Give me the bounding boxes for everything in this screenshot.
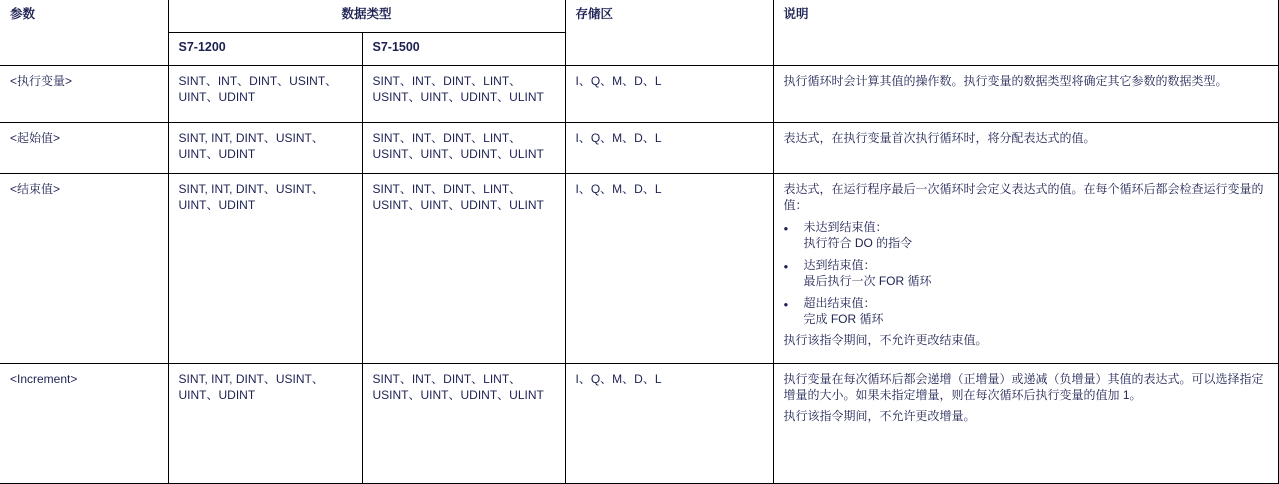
description-text: 表达式，在运行程序最后一次循环时会定义表达式的值。在每个循环后都会检查运行变量的值：: [783, 181, 1264, 212]
table-row: [0, 363, 1278, 483]
description-text: 执行变量在每次循环后都会递增（正增量）或递减（负增量）其值的表达式。可以选择指定增量的大小。如果未指定增量，则在每次循环后执行变量的值加 1。: [783, 371, 1264, 402]
bullet-item: [784, 257, 1268, 289]
datatype-s7-1200-cell: SINT, INT, DINT、USINT、UINT、UDINT: [168, 122, 362, 173]
description-bullet-list: [784, 219, 1268, 327]
bullet-icon: [784, 295, 804, 327]
param-cell: <起始值>: [0, 122, 168, 173]
bullet-icon: [784, 257, 804, 289]
bullet-item: [784, 295, 1268, 327]
col-subheader-s7-1200: S7-1200: [168, 32, 362, 65]
bullet-text: 达到结束值： 最后执行一次 FOR 循环: [803, 257, 932, 288]
col-header-description: 说明: [773, 0, 1278, 65]
description-cell: [773, 65, 1278, 122]
description-note: 执行该指令期间，不允许更改增量。: [783, 408, 976, 423]
col-header-param: 参数: [0, 0, 168, 65]
bullet-text: 超出结束值： 完成 FOR 循环: [803, 295, 884, 326]
description-cell: [773, 122, 1278, 173]
table-row: [0, 173, 1278, 363]
datatype-s7-1500-cell: SINT、INT、DINT、LINT、USINT、UINT、UDINT、ULINT: [362, 173, 565, 363]
param-cell: <Increment>: [0, 363, 168, 483]
datatype-s7-1500-cell: SINT、INT、DINT、LINT、USINT、UINT、UDINT、ULINT: [362, 122, 565, 173]
memory-area-cell: I、Q、M、D、L: [565, 65, 773, 122]
description-note: 执行该指令期间，不允许更改结束值。: [783, 332, 988, 347]
col-header-data-type: 数据类型: [168, 0, 565, 32]
table-row: [0, 65, 1278, 122]
col-header-memory-area: 存储区: [565, 0, 773, 65]
datatype-s7-1500-cell: SINT、INT、DINT、LINT、USINT、UINT、UDINT、ULINT: [362, 65, 565, 122]
description-cell: [773, 173, 1278, 363]
datatype-s7-1500-cell: SINT、INT、DINT、LINT、USINT、UINT、UDINT、ULINT: [362, 363, 565, 483]
description-text: 表达式，在执行变量首次执行循环时，将分配表达式的值。: [783, 130, 1096, 145]
param-cell: <结束值>: [0, 173, 168, 363]
bullet-text: 未达到结束值： 执行符合 DO 的指令: [803, 219, 913, 250]
datatype-s7-1200-cell: SINT, INT, DINT、USINT、UINT、UDINT: [168, 363, 362, 483]
bullet-icon: [784, 219, 804, 251]
datatype-s7-1200-cell: SINT, INT, DINT、USINT、UINT、UDINT: [168, 173, 362, 363]
memory-area-cell: I、Q、M、D、L: [565, 122, 773, 173]
datatype-s7-1200-cell: SINT、INT、DINT、USINT、UINT、UDINT: [168, 65, 362, 122]
description-text: 执行循环时会计算其值的操作数。执行变量的数据类型将确定其它参数的数据类型。: [783, 73, 1228, 88]
col-subheader-s7-1500: S7-1500: [362, 32, 565, 65]
table-row: [0, 122, 1278, 173]
bullet-item: [784, 219, 1268, 251]
description-cell: [773, 363, 1278, 483]
memory-area-cell: I、Q、M、D、L: [565, 363, 773, 483]
memory-area-cell: I、Q、M、D、L: [565, 173, 773, 363]
param-cell: <执行变量>: [0, 65, 168, 122]
